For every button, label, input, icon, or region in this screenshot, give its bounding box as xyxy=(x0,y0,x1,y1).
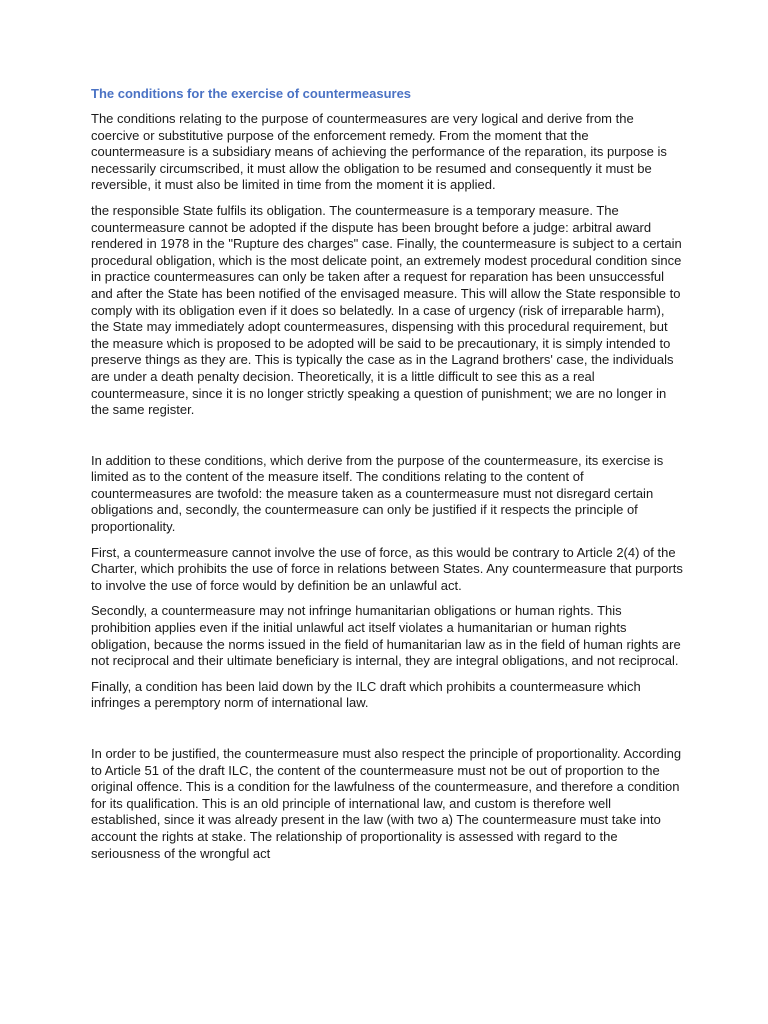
document-body xyxy=(91,85,683,871)
paragraph-humanitarian-obligations: Secondly, a countermeasure may not infringe humanitarian obligations or human rights. This prohibition applies even if the initial unlawful act itself violates a humanitarian or human rights obligation, because the norms issued in the field of humanitarian law as in the field of human rights are not reciprocal and their ultimate beneficiary is internal, they are integral obligations, and not reciprocal. xyxy=(91,603,681,669)
paragraph-content-conditions: In addition to these conditions, which derive from the purpose of the countermeasure, its exercise is limited as to the content of the measure itself. The conditions relating to the content of countermeasures are twofold: the measure taken as a countermeasure must not disregard certain obligations and, secondly, the countermeasure can only be justified if it respects the principle of proportionality. xyxy=(91,452,664,535)
section-heading: The conditions for the exercise of countermeasures xyxy=(91,86,412,101)
paragraph-proportionality: In order to be justified, the countermeasure must also respect the principle of proportionality. According to Article 51 of the draft ILC, the content of the countermeasure must not be out of proportion to the original offence. This is a condition for the lawfulness of the countermeasure, and therefore a condition for its qualification. This is an old principle of international law, and custom is therefore well established, since it was already present in the law (with two a) The countermeasure must take into account the rights at stake. The relationship of proportionality is assessed with regard to the seriousness of the wrongful act xyxy=(91,746,682,861)
paragraph-temporary-measure: the responsible State fulfils its obligation. The countermeasure is a temporary measure. The countermeasure cannot be adopted if the dispute has been brought before a judge: arbitral award rendered in 1978 in the "Rupture des charges" case. Finally, the countermeasure is subject to a certain procedural obligation, which is the most delicate point, an extremely modest procedural condition since in practice countermeasures can only be taken after a request for reparation has been unsuccessful and after the State has been notified of the envisaged measure. This will allow the State responsible to comply with its obligation even if it does so belatedly. In a case of urgency (risk of irreparable harm), the State may immediately adopt countermeasures, dispensing with this procedural requirement, but the measure which is proposed to be adopted will be said to be precautionary, it is simply intended to preserve things as they are. This is typically the case as in the Lagrand brothers' case, the individuals are under a death penalty decision. Theoretically, it is a little difficult to see this as a real countermeasure, since it is no longer strictly speaking a question of punishment; we are no longer in the same register. xyxy=(91,202,682,418)
paragraph-peremptory-norm: Finally, a condition has been laid down by the ILC draft which prohibits a countermeasure which infringes a peremptory norm of international law. xyxy=(91,678,641,711)
paragraph-purpose-conditions: The conditions relating to the purpose of countermeasures are very logical and derive from the coercive or substitutive purpose of the enforcement remedy. From the moment that the countermeasure is a subsidiary means of achieving the performance of the reparation, its purpose is necessarily circumscribed, it must allow the obligation to be resumed and consequently it must be reversible, it must also be limited in time from the moment it is applied. xyxy=(91,111,667,193)
paragraph-use-of-force: First, a countermeasure cannot involve the use of force, as this would be contrary to Article 2(4) of the Charter, which prohibits the use of force in relations between States. Any countermeasure that purports to involve the use of force would by definition be an unlawful act. xyxy=(91,544,683,593)
